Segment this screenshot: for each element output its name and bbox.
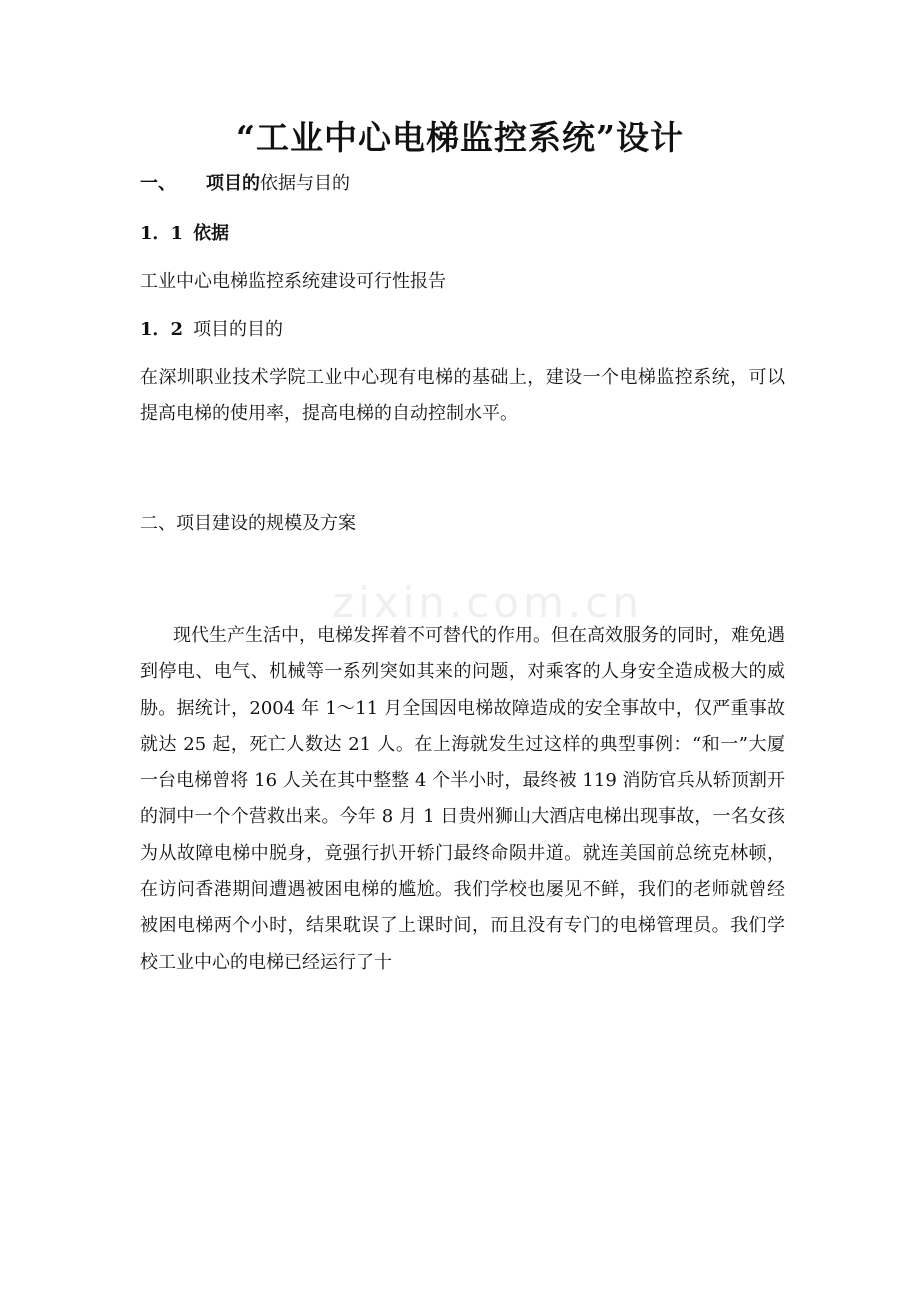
section-2-heading: 二、项目建设的规模及方案	[140, 513, 356, 534]
subsection-1-2-heading	[140, 318, 283, 342]
subsection-1-1-text: 工业中心电梯监控系统建设可行性报告	[140, 271, 446, 292]
subsection-1-1-title: 依据	[193, 223, 230, 244]
subsection-1-1-heading	[140, 222, 229, 246]
section-1-heading	[140, 172, 350, 196]
subsection-1-1-number: 1．1	[140, 223, 184, 244]
watermark: zixin.com.cn	[332, 578, 643, 627]
subsection-1-2-number: 1．2	[140, 319, 184, 340]
section-1-number: 一、	[140, 173, 176, 194]
subsection-1-2-text: 在深圳职业技术学院工业中心现有电梯的基础上，建设一个电梯监控系统，可以提高电梯的使用率，提高电梯的自动控制水平。	[140, 367, 785, 425]
subsection-1-2-title: 项目的目的	[193, 319, 284, 340]
section-1-heading-rest: 依据与目的	[260, 173, 350, 194]
body-paragraph: 现代生产生活中，电梯发挥着不可替代的作用。但在高效服务的同时，难免遇到停电、电气、机械等一系列突如其来的问题，对乘客的人身安全造成极大的威胁。据统计，2004 年 1～11 月全国因电梯故障造成的安全事故中，仅严重事故就达 25 起，死亡人数达 21 人。在上海就发生过这样的典型事例：“和一”大厦一台电梯曾将 16 人关在其中整整 4 个半小时，最终被 119 消防官兵从轿顶割开的洞中一个个营救出来。今年 8 月 1 日贵州狮山大酒店电梯出现事故，一名女孩为从故障电梯中脱身，竟强行扒开轿门最终命陨井道。就连美国前总统克林顿，在访问香港期间遭遇被困电梯的尴尬。我们学校也屡见不鲜，我们的老师就曾经被困电梯两个小时，结果耽误了上课时间，而且没有专门的电梯管理员。我们学校工业中心的电梯已经运行了十	[140, 625, 785, 973]
document-title: “工业中心电梯监控系统”设计	[236, 118, 684, 157]
section-1-heading-bold: 项目的	[206, 173, 260, 194]
